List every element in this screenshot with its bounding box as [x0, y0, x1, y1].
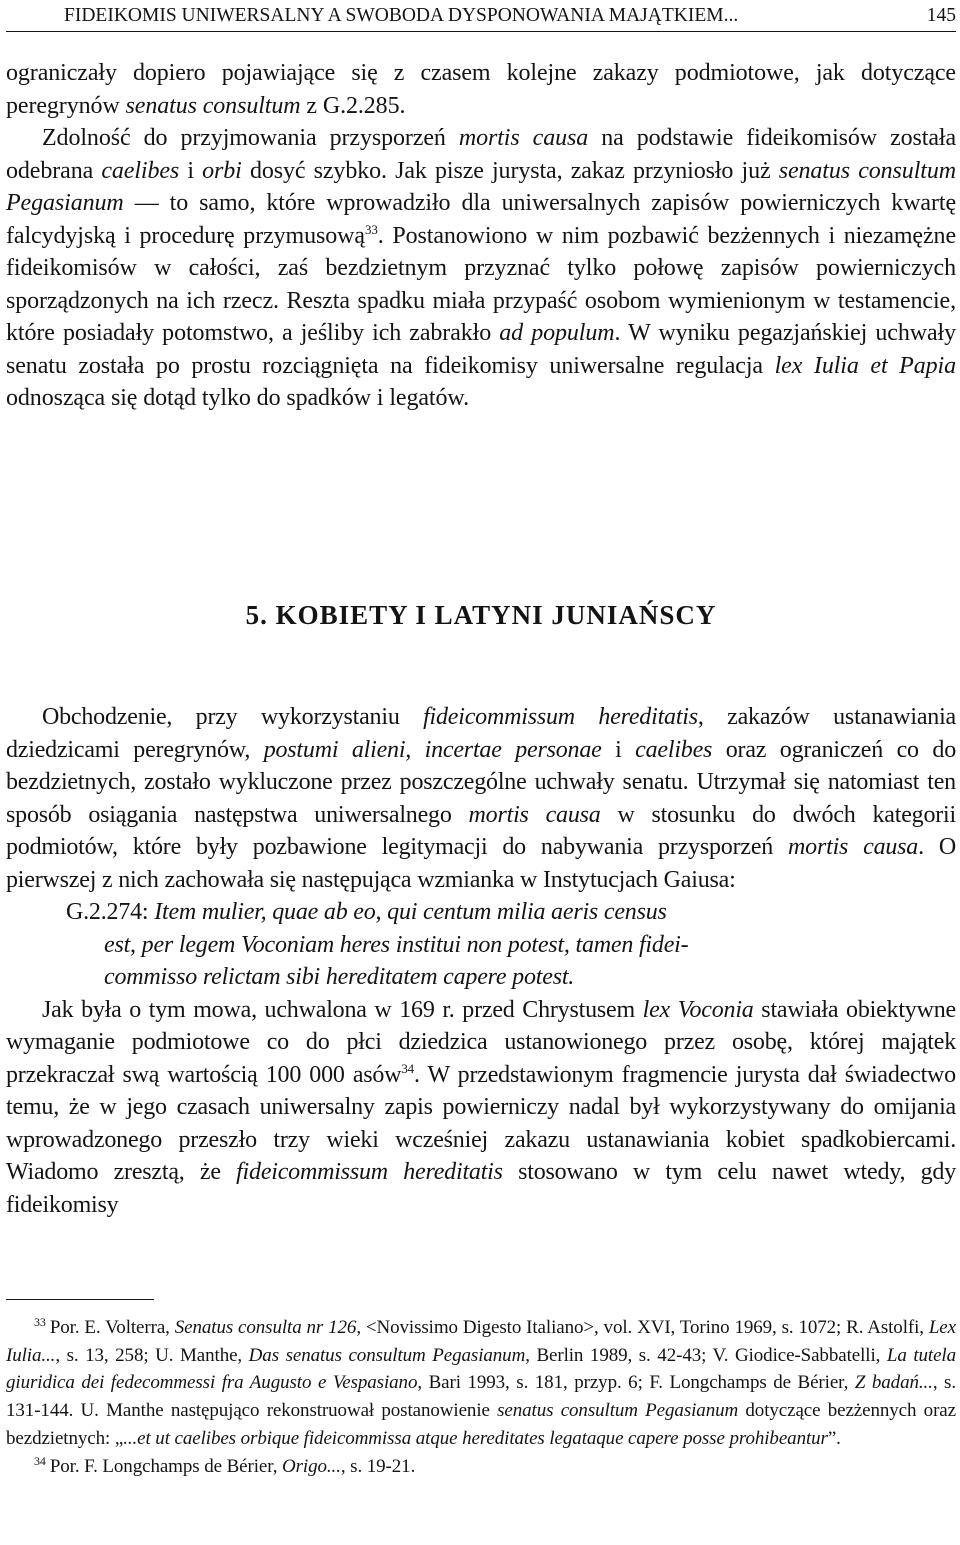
footnote-rule	[6, 1299, 154, 1300]
paragraph-1: ograniczały dopiero pojawiające się z czasem kolejne zakazy podmiotowe, jak dotyczące peregrynów senatus consultum z G.2.285.	[6, 60, 956, 119]
footnotes	[6, 1314, 956, 1480]
header-rule	[6, 31, 956, 32]
quote-line-2: est, per legem Voconiam heres institui non potest, tamen fidei-	[104, 931, 689, 958]
quote-line-1: G.2.274: Item mulier, quae ab eo, qui centum milia aeris census	[66, 899, 667, 925]
footnote-33: $^{33}$ Por. E. Volterra, Senatus consulta nr 126, <Novissimo Digesto Italiano>, vol. XVI, Torino 1969, s. 1072; R. Astolfi, Lex Iulia..., s. 13, 258; U. Manthe, Das senatus consultum Pegasianum, Berlin 1989, s. 42-43; V. Giodice-Sabbatelli, La tutela giuridica dei fedecommessi fra Augusto e Vespasiano, Bari 1993, s. 181, przyp. 6; F. Longchamps de Bérier, Z badań..., s. 131-144. U. Manthe następująco rekonstruował postanowienie senatus consultum Pegasianum dotyczące bezżennych oraz bezdzietnych: „...et ut caelibes orbique fideicommissa atque hereditates legataque capere posse prohibeantur”.	[6, 1315, 957, 1449]
quote-line-3: commisso relictam sibi hereditatem capere potest.	[104, 964, 575, 990]
body-text-bottom	[6, 701, 956, 1221]
paragraph-4: Jak była o tym mowa, uchwalona w 169 r. przed Chrystusem lex Voconia stawiała obiektywne wymaganie podmiotowe co do płci dziedzica ustanowionego przez osobę, której majątek przekraczał swą wartością 100 000 asów$^{34}$. W przedstawionym fragmencie jurysta dał świadectwo temu, że w jego czasach uniwersalny zapis powierniczy nadal był wykorzystywany do omijania wprowadzonego przeszło trzy wieki wcześniej zakazu ustanawiania kobiet spadkobiercami. Wiadomo zresztą, że fideicommissum hereditatis stosowano w tym celu nawet wtedy, gdy fideikomisy	[6, 996, 956, 1218]
footnote-ref-34: 34	[401, 1060, 414, 1076]
body-text-top	[6, 57, 956, 415]
footnote-number: 34	[34, 1453, 46, 1468]
paragraph-3: Obchodzenie, przy wykorzystaniu fideicommissum hereditatis, zakazów ustanawiania dziedzicami peregrynów, postumi alieni, incertae personae i caelibes oraz ograniczeń co do bezdzietnych, zostało wykluczone przez poszczególne uchwały senatu. Utrzymał się natomiast ten sposób osiągania następstwa uniwersalnego mortis causa w stosunku do dwóch kategorii podmiotów, które były pozbawione legitymacji do nabywania przysporzeń mortis causa. O pierwszej z nich zachowała się następująca wzmianka w Instytucjach Gaiusa:	[6, 704, 957, 893]
running-head-title: FIDEIKOMIS UNIWERSALNY A SWOBODA DYSPONOWANIA MAJĄTKIEM...	[64, 5, 739, 26]
paragraph-2: Zdolność do przyjmowania przysporzeń mortis causa na podstawie fideikomisów została odebrana caelibes i orbi dosyć szybko. Jak pisze jurysta, zakaz przyniosło już senatus consultum Pegasianum — to samo, które wprowadziło dla uniwersalnych zapisów powierniczych kwartę falcydyjską i procedurę przymusową$^{33}$. Postanowiono w nim pozbawić bezżennych i niezamężne fideikomisów w całości, zaś bezdzietnym przyznać tylko połowę zapisów powierniczych sporządzonych na ich rzecz. Reszta spadku miała przypaść osobom wymienionym w testamencie, które posiadały potomstwo, a jeśliby ich zabrakło ad populum. W wyniku pegazjańskiej uchwały senatu została po prostu rozciągnięta na fideikomisy uniwersalne regulacja lex Iulia et Papia odnosząca się dotąd tylko do spadków i legatów.	[6, 125, 957, 411]
footnote-number: 33	[34, 1315, 46, 1329]
gaius-quote	[6, 896, 956, 994]
page-number: 145	[926, 5, 956, 26]
footnote-34: $^{34}$ Por. F. Longchamps de Bérier, Origo..., s. 19-21.	[34, 1453, 416, 1477]
footnote-ref-33: 33	[364, 221, 378, 237]
section-heading: 5. KOBIETY I LATYNI JUNIAŃSCY	[245, 600, 717, 630]
quote-reference: G.2.274:	[66, 899, 155, 925]
